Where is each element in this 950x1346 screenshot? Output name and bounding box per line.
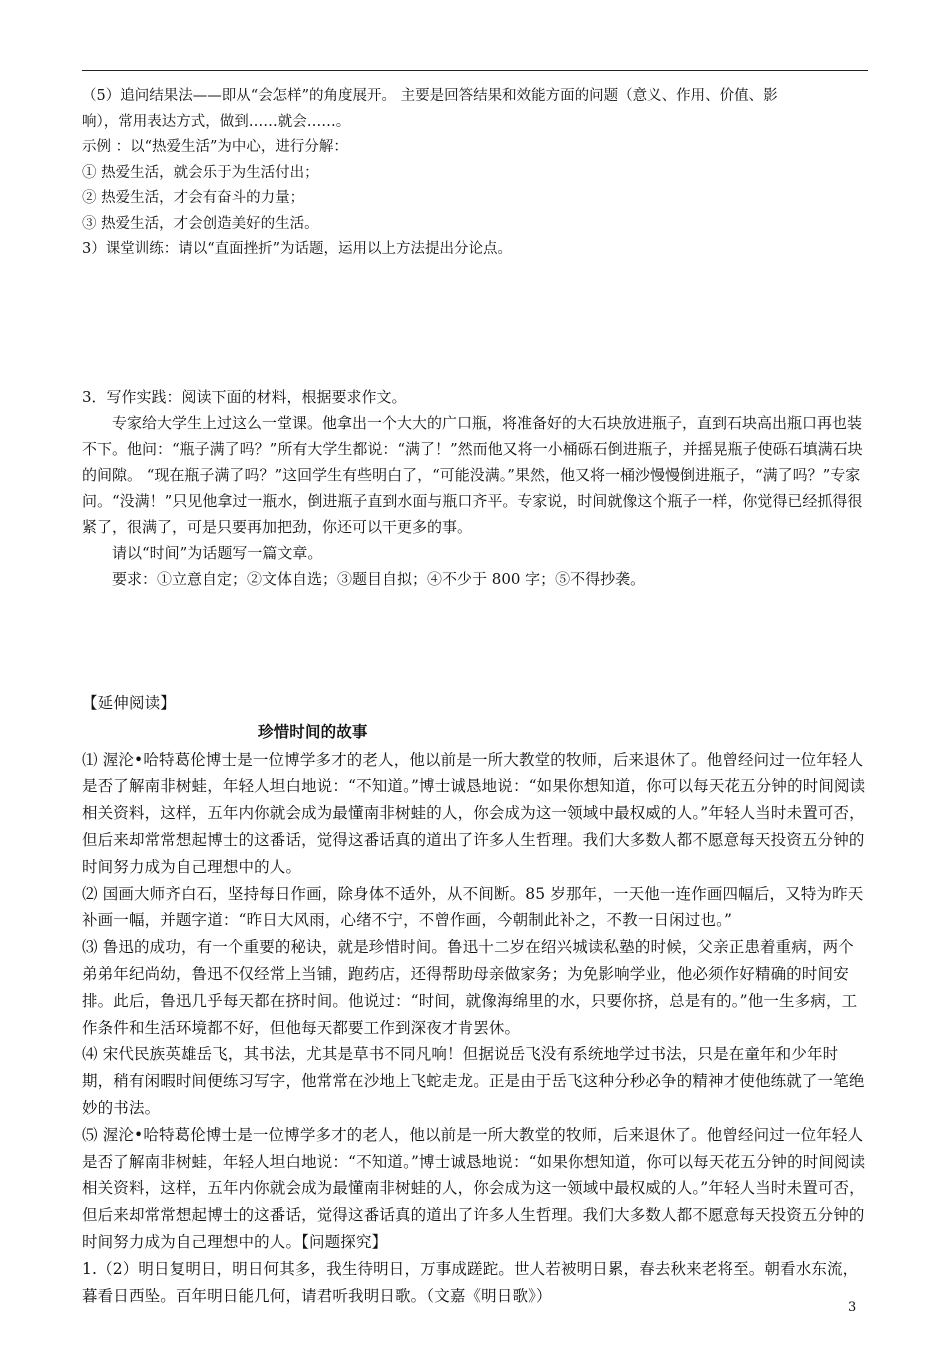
method-section	[82, 84, 868, 263]
writing-prompt: 请以“时间”为话题写一篇文章。	[112, 544, 323, 562]
method-example-3: ③ 热爱生活，才会创造美好的生活。	[82, 215, 319, 232]
article-paragraph-1: ⑴ 渥沦•哈特葛伦博士是一位博学多才的老人，他以前是一所大教堂的牧师，后来退休了。他曾经问过一位年轻人是否了解南非树蛙，年轻人坦白地说：“不知道。”博士诚恳地说：“如果你想知道，你可以每天花五分钟的时间阅读相关资料，这样，五年内你就会成为最懂南非树蛙的人，你会成为这一领域中最权威的人。”年轻人当时未置可否，但后来却常常想起博士的这番话，觉得这番话真的道出了许多人生哲理。我们大多数人都不愿意每天投资五分钟的时间努力成为自己理想中的人。	[82, 750, 866, 876]
page-number: 3	[848, 1300, 857, 1315]
writing-requirements: 要求：①立意自定；②文体自选；③题目自拟；④不少于 800 字；⑤不得抄袭。	[112, 570, 646, 588]
writing-practice-section	[82, 384, 868, 592]
method-example-2: ② 热爱生活，才会有奋斗的力量；	[82, 190, 305, 206]
article-paragraph-3: ⑶ 鲁迅的成功，有一个重要的秘诀，就是珍惜时间。鲁迅十二岁在绍兴城读私塾的时候，父亲正患着重病，两个弟弟年纪尚幼，鲁迅不仅经常上当铺，跑药店，还得帮助母亲做家务；为免影响学业，他必须作好精确的时间安排。此后，鲁迅几乎每天都在挤时间。他说过：“时间，就像海绵里的水，只要你挤，总是有的。”他一生多病，工作条件和生活环境都不好，但他每天都要工作到深夜才肯罢休。	[82, 938, 858, 1037]
classroom-exercise: 3）课堂训练：请以“直面挫折”为话题，运用以上方法提出分论点。	[82, 241, 513, 257]
article-paragraph-5-text: ⑸ 渥沦•哈特葛伦博士是一位博学多才的老人，他以前是一所大教堂的牧师，后来退休了。他曾经问过一位年轻人是否了解南非树蛙，年轻人坦白地说：“不知道。”博士诚恳地说：“如果你想知道，你可以每天花五分钟的时间阅读相关资料，这样，五年内你就会成为最懂南非树蛙的人，你会成为这一领域中最权威的人。”年轻人当时未置可否，但后来却常常想起博士的这番话，觉得这番话真的道出了许多人生哲理。我们大多数人都不愿意每天投资五分钟的时间努力成为自己理想中的人。	[82, 1125, 866, 1251]
method-line-1: （5）追问结果法——即从“会怎样”的角度展开。 主要是回答结果和效能方面的问题（意义、作用、价值、影	[82, 88, 778, 104]
poem-paragraph: 1.（2）明日复明日，明日何其多，我生待明日，万事成蹉跎。世人若被明日累，春去秋来老将至。朝看水东流，暮看日西坠。百年明日能几何，请君听我明日歌。（文嘉《明日歌》）	[82, 1259, 859, 1305]
header-rule	[82, 70, 868, 71]
problem-inquiry-label: 【问题探究】	[301, 1232, 388, 1251]
article-paragraph-5	[82, 1122, 868, 1256]
article-title: 珍惜时间的故事	[258, 721, 368, 741]
article-paragraph-2: ⑵ 国画大师齐白石，坚持每日作画，除身体不适外，从不间断。85 岁那年，一天他一连作画四幅后，又特为昨天补画一幅，并题字道：“昨日大风雨，心绪不宁，不曾作画，今朝制此补之，不教一日闲过也。”	[82, 884, 864, 930]
method-line-2: 响），常用表达方式，做到……就会……。	[82, 113, 351, 130]
article-paragraph-4: ⑷ 宋代民族英雄岳飞，其书法，尤其是草书不同凡响！但据说岳飞没有系统地学过书法，只是在童年和少年时期，稍有闲暇时间便练习写字，他常常在沙地上飞蛇走龙。正是由于岳飞这种分秒必争的精神才使他练就了一笔绝妙的书法。	[82, 1045, 865, 1117]
extended-reading-label: 【延伸阅读】	[82, 694, 176, 712]
method-example-1: ① 热爱生活，就会乐于为生活付出；	[82, 164, 319, 181]
extended-reading-section	[82, 690, 868, 1309]
writing-material: 专家给大学生上过这么一堂课。他拿出一个大大的广口瓶，将准备好的大石块放进瓶子，直到石块高出瓶口再也装不下。他问：“瓶子满了吗？”所有大学生都说：“满了！”然而他又将一小桶砾石倒进瓶子，并摇晃瓶子使砾石填满石块的间隙。 “现在瓶子满了吗？”这回学生有些明白了，“可能没满。”果然，他又将一桶沙慢慢倒进瓶子，“满了吗？”专家问。“没满！”只见他拿过一瓶水，倒进瓶子直到水面与瓶口齐平。专家说，时间就像这个瓶子一样，你觉得已经抓得很紧了，很满了，可是只要再加把劲，你还可以干更多的事。	[82, 414, 863, 536]
writing-heading: 3．写作实践：阅读下面的材料，根据要求作文。	[82, 388, 407, 406]
method-example-intro: 示例 ：以“热爱生活”为中心，进行分解：	[82, 139, 348, 155]
